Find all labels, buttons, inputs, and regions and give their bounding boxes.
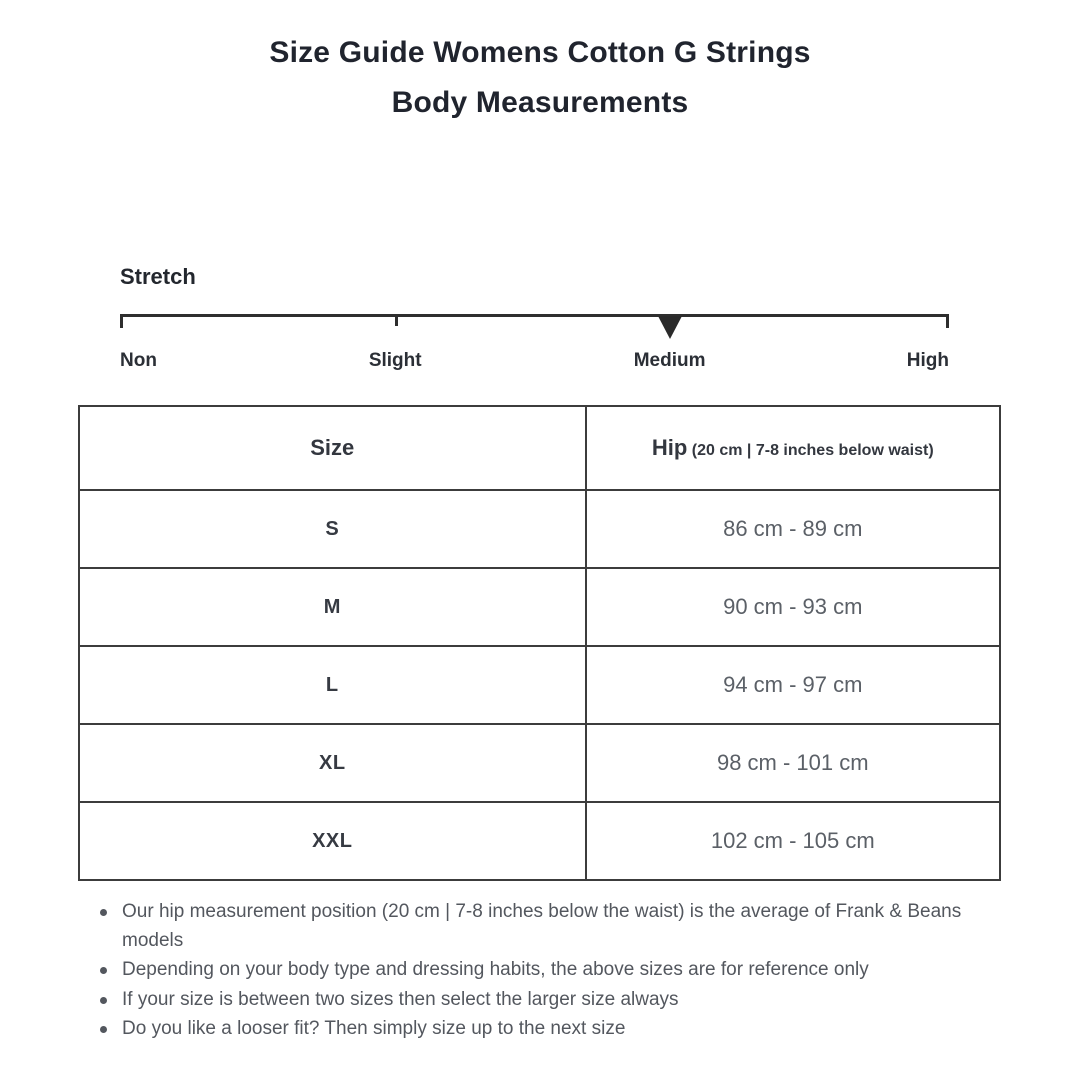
table-row: [79, 802, 1000, 880]
table-row: [79, 490, 1000, 568]
size-guide-table: [78, 405, 1001, 881]
note-item-hip-position: Our hip measurement position (20 cm | 7-8 inches below the waist) is the average of Frank & Beans models: [96, 898, 1006, 955]
size-cell: XXL: [79, 802, 586, 880]
note-item-reference-only: Depending on your body type and dressing habits, the above sizes are for reference only: [96, 956, 1006, 985]
stretch-heading: Stretch: [120, 264, 196, 289]
size-cell: L: [79, 646, 586, 724]
scale-label-medium: Medium: [633, 350, 706, 371]
scale-label-non: Non: [120, 350, 157, 371]
note-item-between-sizes: If your size is between two sizes then select the larger size always: [96, 986, 1006, 1015]
page-title-line-2: Body Measurements: [391, 86, 689, 119]
size-header-label: Size: [310, 435, 355, 460]
notes-list: [96, 898, 1006, 1045]
stretch-scale: [120, 314, 949, 340]
table-row: [79, 646, 1000, 724]
stretch-scale-section: [120, 264, 949, 376]
scale-tick-non: [120, 314, 123, 328]
hip-cell: 98 cm - 101 cm: [586, 724, 1000, 802]
scale-line: [120, 314, 949, 317]
note-item-looser-fit: Do you like a looser fit? Then simply size up to the next size: [96, 1015, 1006, 1044]
scale-marker-triangle-icon: [658, 316, 682, 339]
page-title-line-1: Size Guide Womens Cotton G Strings: [269, 36, 811, 69]
hip-cell: 90 cm - 93 cm: [586, 568, 1000, 646]
hip-cell: 102 cm - 105 cm: [586, 802, 1000, 880]
scale-tick-slight: [395, 314, 398, 326]
size-column-header: [79, 406, 586, 490]
scale-tick-high: [946, 314, 949, 328]
table-header-row: [79, 406, 1000, 490]
scale-labels: [120, 350, 949, 376]
scale-label-high: High: [906, 350, 949, 371]
hip-cell: 86 cm - 89 cm: [586, 490, 1000, 568]
size-cell: M: [79, 568, 586, 646]
scale-label-slight: Slight: [368, 350, 422, 371]
hip-header-sublabel: (20 cm | 7-8 inches below waist): [691, 442, 934, 459]
size-cell: XL: [79, 724, 586, 802]
hip-header-label: Hip: [651, 435, 688, 460]
table-row: [79, 568, 1000, 646]
table-row: [79, 724, 1000, 802]
page-title: [0, 0, 1080, 128]
hip-column-header: [586, 406, 1000, 490]
hip-cell: 94 cm - 97 cm: [586, 646, 1000, 724]
size-cell: S: [79, 490, 586, 568]
